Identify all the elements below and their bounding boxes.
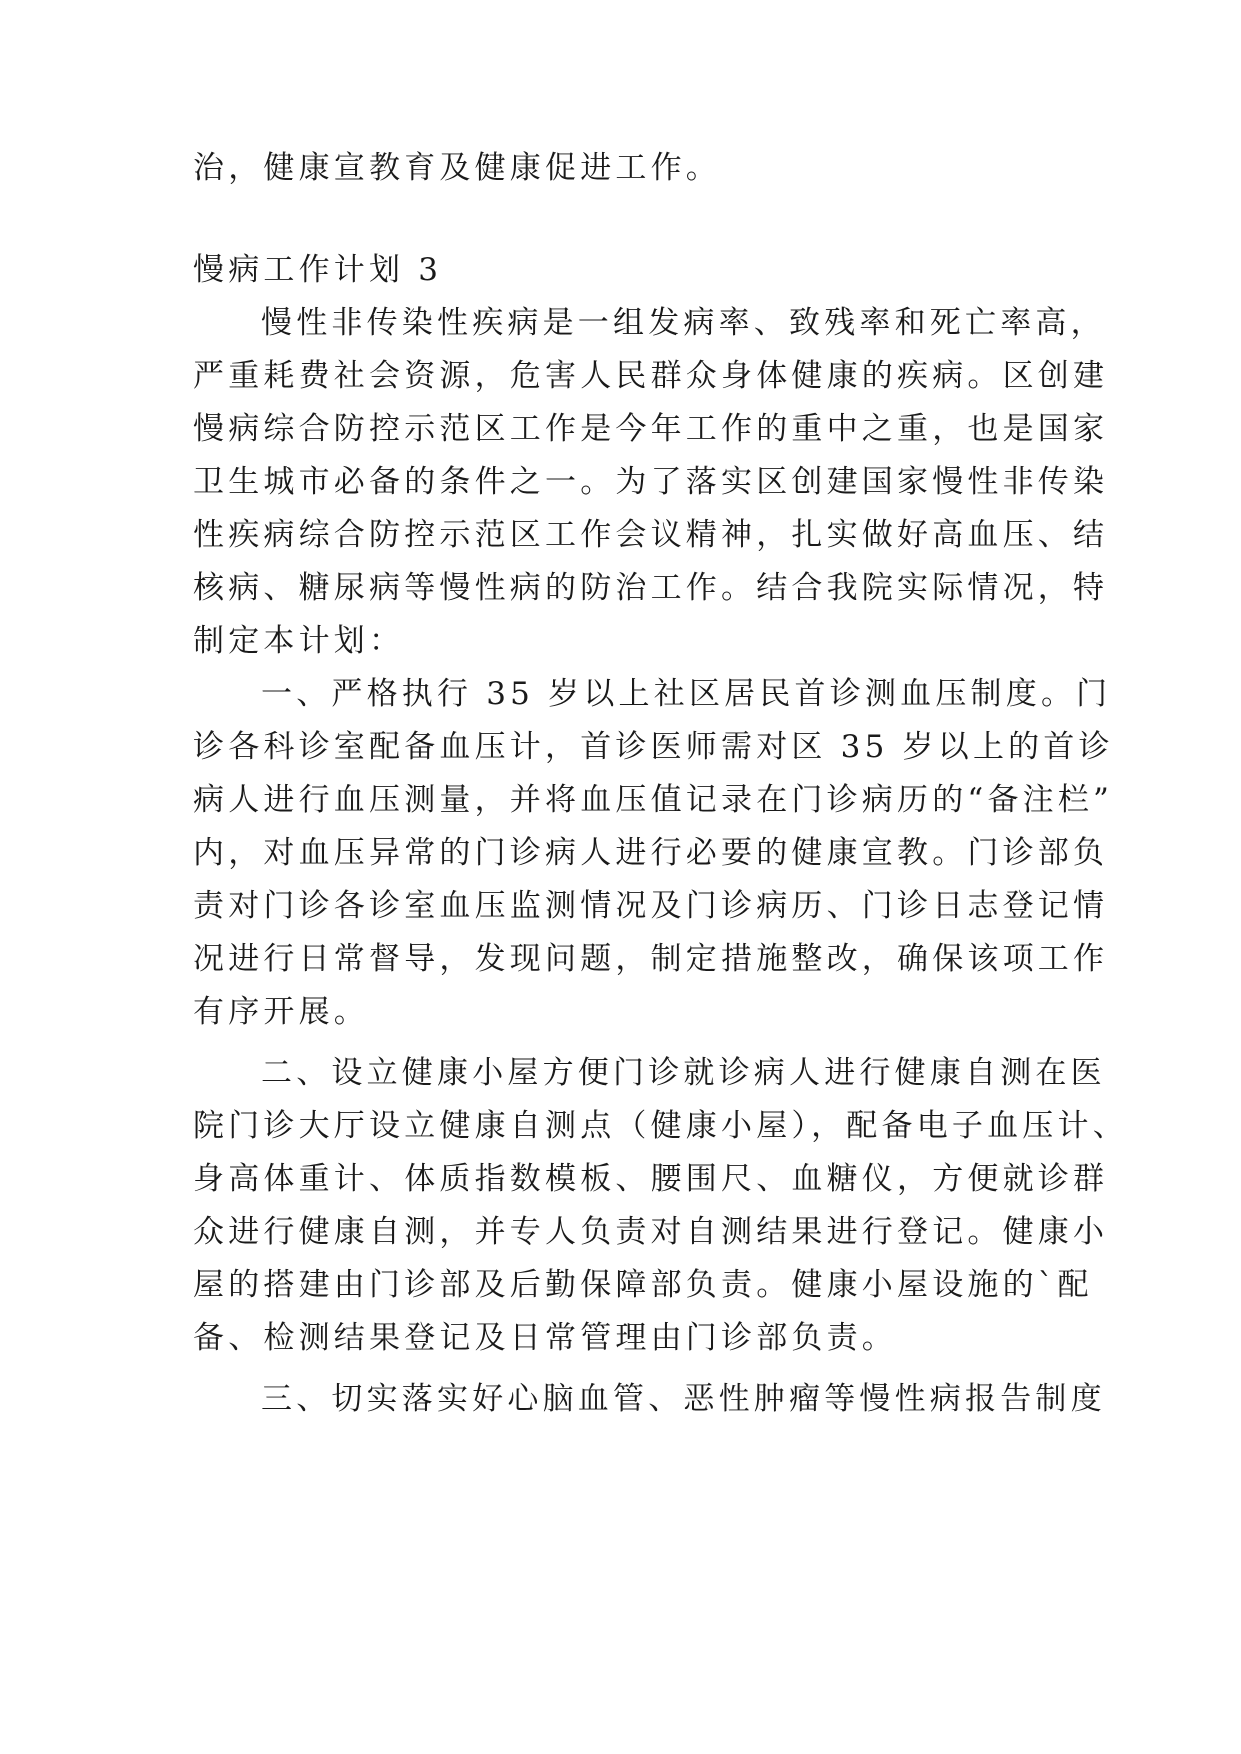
paragraph-line: 责对门诊各诊室血压监测情况及门诊病历、门诊日志登记情 [193,888,1109,924]
paragraph-line: 有序开展。 [193,994,369,1030]
paragraph-line: 众进行健康自测，并专人负责对自测结果进行登记。健康小 [193,1214,1109,1250]
paragraph-line: 核病、糖尿病等慢性病的防治工作。结合我院实际情况，特 [193,570,1109,606]
paragraph-line: 院门诊大厅设立健康自测点（健康小屋），配备电子血压计、 [193,1108,1128,1144]
paragraph-line: 制定本计划： [193,623,405,659]
paragraph-line: 备、检测结果登记及日常管理由门诊部负责。 [193,1320,897,1356]
paragraph-line: 诊各科诊室配备血压计，首诊医师需对区 35 岁以上的首诊 [193,729,1114,765]
paragraph-line: 况进行日常督导，发现问题，制定措施整改，确保该项工作 [193,941,1109,977]
paragraph-line: 二、设立健康小屋方便门诊就诊病人进行健康自测在医 [261,1055,1106,1091]
continuation-line: 治，健康宣教育及健康促进工作。 [193,150,721,186]
paragraph-line: 内，对血压异常的门诊病人进行必要的健康宣教。门诊部负 [193,835,1109,871]
paragraph-line: 屋的搭建由门诊部及后勤保障部负责。健康小屋设施的`配 [193,1267,1093,1303]
paragraph-line: 病人进行血压测量，并将血压值记录在门诊病历的“备注栏” [193,782,1114,818]
paragraph-line: 慢病综合防控示范区工作是今年工作的重中之重，也是国家 [193,411,1109,447]
paragraph-line: 三、切实落实好心脑血管、恶性肿瘤等慢性病报告制度 [261,1381,1106,1417]
paragraph-line: 卫生城市必备的条件之一。为了落实区创建国家慢性非传染 [193,464,1109,500]
section-title: 慢病工作计划 3 [193,252,443,288]
paragraph-line: 严重耗费社会资源，危害人民群众身体健康的疾病。区创建 [193,358,1109,394]
paragraph-line: 一、严格执行 35 岁以上社区居民首诊测血压制度。门 [261,676,1112,712]
paragraph-line: 慢性非传染性疾病是一组发病率、致残率和死亡率高， [261,305,1106,341]
paragraph-line: 身高体重计、体质指数模板、腰围尺、血糖仪，方便就诊群 [193,1161,1109,1197]
paragraph-line: 性疾病综合防控示范区工作会议精神，扎实做好高血压、结 [193,517,1109,553]
